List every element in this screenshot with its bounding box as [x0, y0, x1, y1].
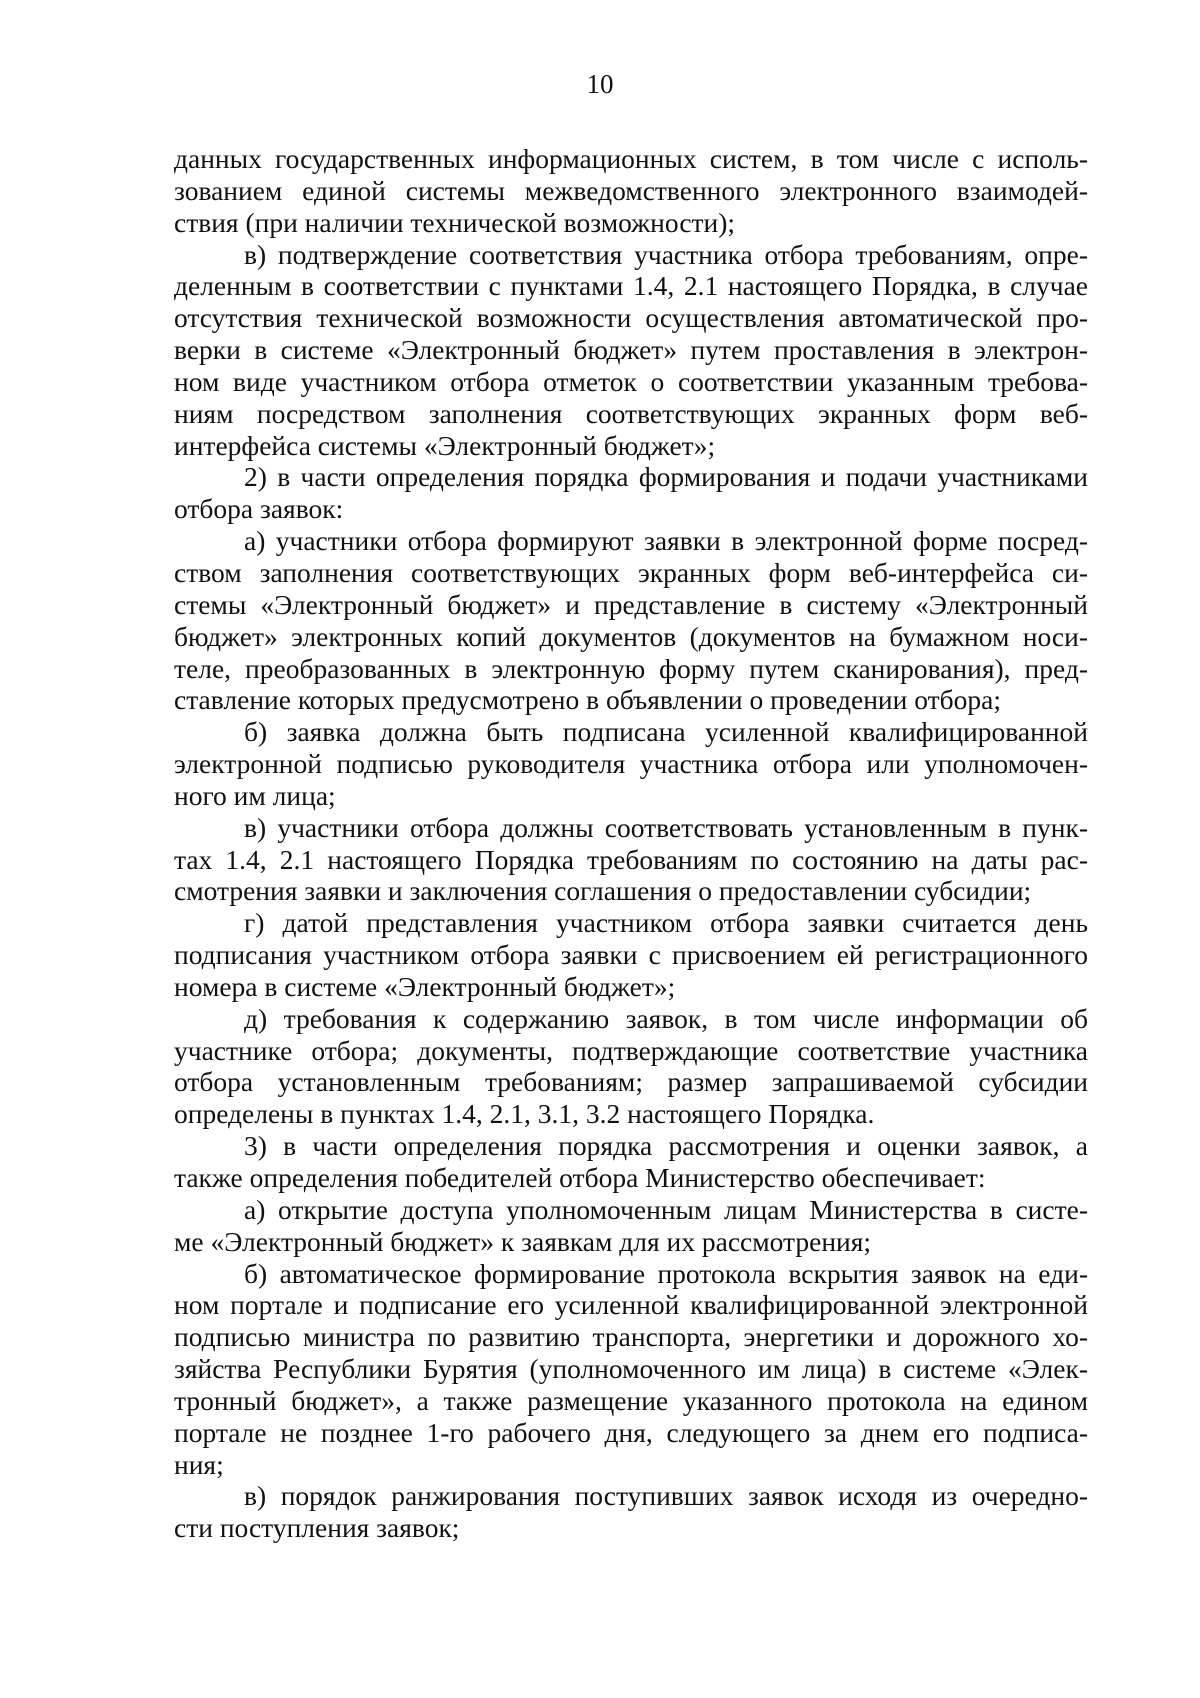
text-line: в) порядок ранжирования поступивших заявок исходя из очередно- [244, 1480, 1088, 1512]
text-line: а) участники отбора формируют заявки в электронной форме посред- [244, 525, 1088, 557]
paragraph [174, 907, 1088, 1003]
text-line: ном портале и подписание его усиленной квалифицированной электронной [174, 1289, 1088, 1321]
text-line: д) требования к содержанию заявок, в том числе информации об [244, 1002, 1088, 1034]
text-line: ством заполнения соответствующих экранных форм веб-интерфейса си- [174, 556, 1088, 588]
text-line: также определения победителей отбора Министерство обеспечивает: [174, 1162, 986, 1193]
paragraph [174, 1003, 1088, 1130]
text-line: зяйства Республики Бурятия (уполномоченного им лица) в системе «Элек- [174, 1353, 1088, 1385]
text-line: определены в пунктах 1.4, 2.1, 3.1, 3.2 настоящего Порядка. [174, 1098, 875, 1130]
text-line: ставление которых предусмотрено в объявлении о проведении отбора; [174, 684, 1001, 716]
text-line: а) открытие доступа уполномоченным лицам Министерства в систе- [244, 1193, 1088, 1225]
text-line: теле, преобразованных в электронную форму путем сканирования), пред- [174, 652, 1088, 684]
text-line: зованием единой системы межведомственного электронного взаимодей- [174, 174, 1088, 206]
text-line: стемы «Электронный бюджет» и представление в систему «Электронный [174, 588, 1088, 620]
text-line: ном виде участником отбора отметок о соответствии указанным требова- [174, 365, 1088, 397]
text-line: верки в системе «Электронный бюджет» путем проставления в электрон- [174, 334, 1088, 366]
text-line: смотрения заявки и заключения соглашения о предоставлении субсидии; [174, 875, 1032, 907]
paragraph [174, 1130, 1088, 1194]
paragraph [174, 239, 1088, 462]
text-line: в) участники отбора должны соответствовать установленным в пунк- [244, 811, 1088, 843]
paragraph [174, 1258, 1088, 1481]
text-line: б) автоматическое формирование протокола вскрытия заявок на еди- [244, 1257, 1088, 1289]
text-line: г) датой представления участником отбора заявки считается день [244, 907, 1088, 939]
text-line: отбора заявок: [174, 493, 344, 525]
text-line: ме «Электронный бюджет» к заявкам для их рассмотрения; [174, 1225, 872, 1257]
text-line: электронной подписью руководителя участника отбора или уполномочен- [174, 748, 1088, 780]
paragraph [174, 461, 1088, 525]
text-line: сти поступления заявок; [174, 1512, 460, 1544]
text-line: подписания участником отбора заявки с присвоением ей регистрационного [174, 939, 1088, 971]
text-line: отсутствия технической возможности осуществления автоматической про- [174, 302, 1088, 334]
text-line: в) подтверждение соответствия участника отбора требованиям, опре- [244, 238, 1088, 270]
text-line: б) заявка должна быть подписана усиленной квалифицированной [244, 716, 1088, 748]
text-line: данных государственных информационных систем, в том числе с исполь- [174, 143, 1088, 174]
text-line: подписью министра по развитию транспорта, энергетики и дорожного хо- [174, 1321, 1088, 1353]
page-number: 10 [586, 69, 614, 99]
text-line: 3) в части определения порядка рассмотрения и оценки заявок, а [244, 1130, 1088, 1162]
text-line: отбора установленным требованиям; размер запрашиваемой субсидии [174, 1066, 1088, 1098]
text-line: тронный бюджет», а также размещение указанного протокола на едином [174, 1384, 1088, 1416]
paragraph [174, 1194, 1088, 1258]
text-line: бюджет» электронных копий документов (документов на бумажном носи- [174, 620, 1088, 652]
paragraph [174, 812, 1088, 908]
paragraph [174, 143, 1088, 239]
text-line: ного им лица; [174, 779, 336, 811]
document-body [174, 143, 1088, 1544]
text-line: деленным в соответствии с пунктами 1.4, 2.1 настоящего Порядка, в случае [174, 270, 1088, 302]
text-line: номера в системе «Электронный бюджет»; [174, 970, 676, 1002]
paragraph [174, 716, 1088, 812]
text-line: тах 1.4, 2.1 настоящего Порядка требованиям по состоянию на даты рас- [174, 843, 1088, 875]
text-line: участнике отбора; документы, подтверждающие соответствие участника [174, 1034, 1088, 1066]
paragraph [174, 525, 1088, 716]
text-line: ния; [174, 1448, 224, 1480]
text-line: портале не позднее 1-го рабочего дня, следующего за днем его подписа- [174, 1416, 1088, 1448]
text-line: ниям посредством заполнения соответствующих экранных форм веб- [174, 397, 1088, 429]
text-line: интерфейса системы «Электронный бюджет»; [174, 429, 716, 461]
text-line: 2) в части определения порядка формирования и подачи участниками [244, 461, 1088, 493]
text-line: ствия (при наличии технической возможности); [174, 206, 736, 238]
paragraph [174, 1480, 1088, 1544]
